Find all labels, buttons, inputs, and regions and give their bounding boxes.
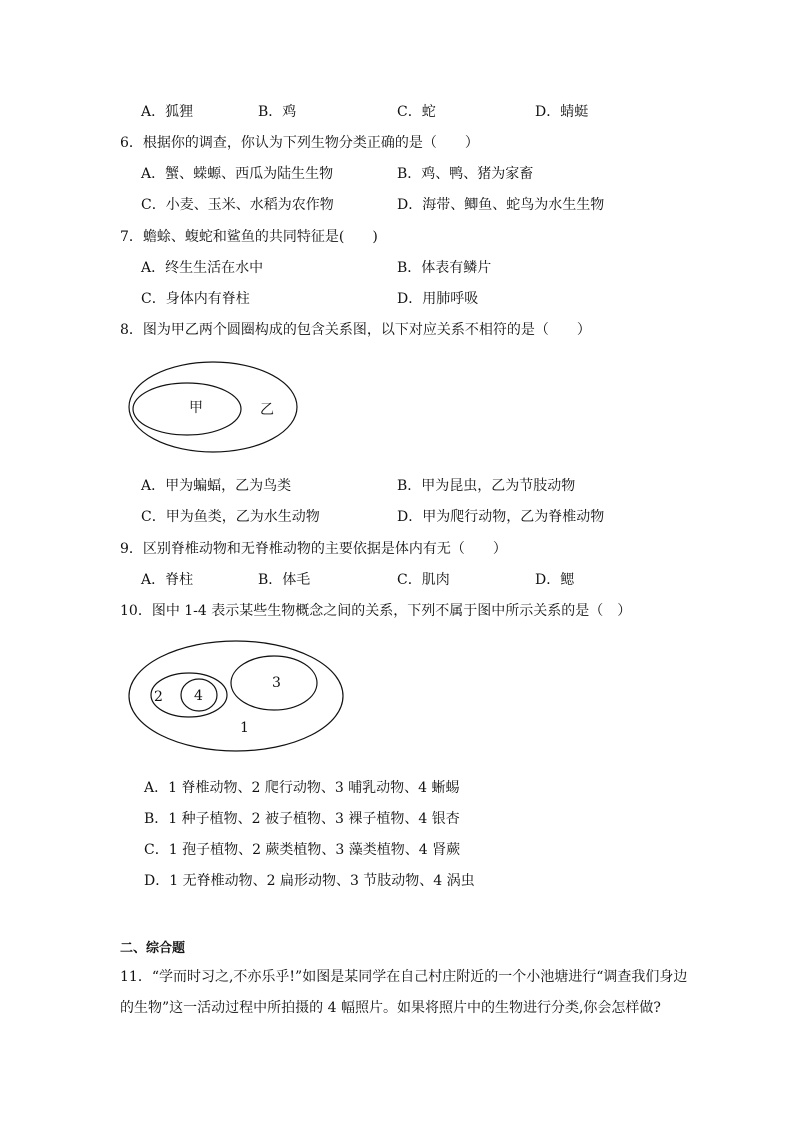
q7-option-d: D．用肺呼吸 (397, 291, 479, 307)
q9-stem: 9．区别脊椎动物和无脊椎动物的主要依据是体内有无（ ） (120, 541, 507, 557)
q10-label-4: 4 (194, 688, 203, 704)
q9-option-c: C．肌肉 (397, 572, 450, 588)
q10-concept-diagram (124, 638, 344, 758)
q11-line-2: 的生物”这一活动过程中所拍摄的 4 幅照片。如果将照片中的生物进行分类,你会怎样做? (120, 1000, 661, 1016)
q5-option-a: A．狐狸 (141, 104, 194, 120)
q5-option-b: B．鸡 (258, 104, 297, 120)
section-title: 二、综合题 (120, 941, 186, 956)
q9-option-a: A．脊柱 (141, 572, 194, 588)
q10-option-d: D．1 无脊椎动物、2 扁形动物、3 节肢动物、4 涡虫 (144, 873, 475, 889)
q7-option-c: C．身体内有脊柱 (141, 291, 250, 307)
q11-line-1: 11．“学而时习之,不亦乐乎!”如图是某同学在自己村庄附近的一个小池塘进行“调查我们身边 (120, 969, 688, 985)
q9-option-b: B．体毛 (258, 572, 311, 588)
q6-option-c: C．小麦、玉米、水稻为农作物 (141, 197, 334, 213)
q7-option-a: A．终生生活在水中 (141, 260, 264, 276)
q5-option-d: D．蜻蜓 (535, 104, 589, 120)
q9-option-d: D．鳃 (535, 572, 575, 588)
q10-option-b: B．1 种子植物、2 被子植物、3 裸子植物、4 银杏 (144, 811, 460, 827)
q8-label-inner: 甲 (189, 400, 203, 416)
q10-label-3: 3 (272, 675, 281, 691)
q6-stem: 6．根据你的调查，你认为下列生物分类正确的是（ ） (120, 135, 479, 151)
q7-option-b: B．体表有鳞片 (397, 260, 492, 276)
q8-option-b: B．甲为昆虫，乙为节肢动物 (397, 478, 576, 494)
q8-inner-ellipse (133, 383, 241, 435)
q5-option-c: C．蛇 (397, 104, 436, 120)
q8-label-outer: 乙 (260, 402, 274, 418)
q10-option-a: A．1 脊椎动物、2 爬行动物、3 哺乳动物、4 蜥蜴 (144, 780, 460, 796)
q7-stem: 7．蟾蜍、蝮蛇和鲨鱼的共同特征是( ) (120, 229, 378, 245)
q8-venn-diagram (126, 355, 306, 455)
q10-stem: 10．图中 1-4 表示某些生物概念之间的关系，下列不属于图中所示关系的是（ ） (120, 603, 632, 619)
q10-label-1: 1 (240, 720, 249, 736)
q8-stem: 8．图为甲乙两个圆圈构成的包含关系图，以下对应关系不相符的是（ ） (120, 322, 591, 338)
q6-option-d: D．海带、鲫鱼、蛇鸟为水生生物 (397, 197, 605, 213)
q8-option-c: C．甲为鱼类，乙为水生动物 (141, 509, 320, 525)
q6-option-a: A．蟹、蝾螈、西瓜为陆生生物 (141, 166, 334, 182)
q8-option-d: D．甲为爬行动物，乙为脊椎动物 (397, 509, 605, 525)
q10-option-c: C．1 孢子植物、2 蕨类植物、3 藻类植物、4 肾蕨 (144, 842, 461, 858)
q10-label-2: 2 (154, 689, 163, 705)
q6-option-b: B．鸡、鸭、猪为家畜 (397, 166, 534, 182)
q8-option-a: A．甲为蝙蝠，乙为鸟类 (141, 478, 292, 494)
